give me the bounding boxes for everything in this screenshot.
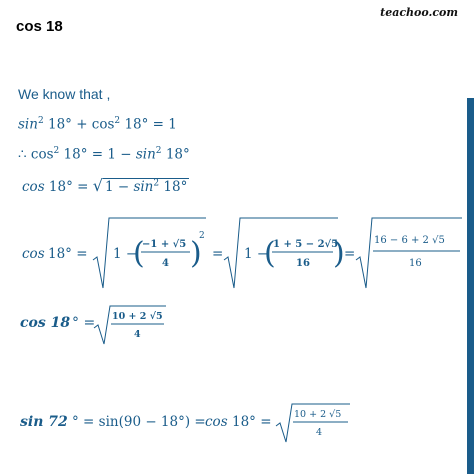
- fraction-denominator: 4: [316, 427, 323, 438]
- fraction-numerator: 1 + 5 − 2√5: [273, 239, 339, 250]
- close-paren: ): [333, 236, 345, 271]
- cos-term: cos: [22, 246, 45, 262]
- eq-text: 1 −: [244, 246, 269, 262]
- result-equation: [0, 300, 200, 346]
- eq-text: 18°: [159, 179, 188, 195]
- sin-term: sin: [18, 116, 38, 133]
- identity-equation: [18, 116, 177, 133]
- exponent: 2: [153, 178, 160, 189]
- cos-term: cos 18: [20, 315, 71, 331]
- radicand: [103, 178, 189, 195]
- eq-text: ° = sin(90 − 18°) =: [72, 414, 206, 430]
- eq-text: 18° + cos: [43, 116, 115, 133]
- eq-text: ° =: [72, 315, 96, 331]
- fraction-numerator: 10 + 2 √5: [294, 409, 342, 420]
- fraction-denominator: 16: [409, 258, 422, 269]
- sin72-equation: [0, 398, 380, 444]
- sin-term: sin 72: [20, 414, 68, 430]
- eq-text: 1 −: [104, 179, 134, 195]
- close-paren: ): [190, 236, 202, 271]
- exponent: 2: [199, 231, 205, 241]
- eq-text: 18° =: [232, 414, 272, 430]
- exponent: 2: [53, 146, 60, 156]
- intro-text: We know that ,: [18, 86, 111, 102]
- fraction-denominator: 16: [296, 258, 310, 269]
- radical-sign: [356, 218, 462, 288]
- exponent: 2: [114, 116, 121, 126]
- brand-logo: teachoo.com: [380, 6, 458, 19]
- page-title: cos 18: [16, 18, 63, 35]
- equals-sign: =: [344, 246, 356, 262]
- fraction-numerator: 10 + 2 √5: [112, 311, 163, 322]
- scrollbar[interactable]: [467, 98, 474, 474]
- eq-text: 18° = 1 −: [59, 146, 136, 163]
- fraction-denominator: 4: [162, 258, 169, 269]
- open-paren: (: [264, 236, 276, 271]
- fraction-denominator: 4: [134, 329, 141, 340]
- sin-term: sin: [133, 179, 154, 195]
- cos-term: cos: [205, 414, 228, 430]
- eq-text: 18° =: [48, 246, 88, 262]
- open-paren: (: [133, 236, 145, 271]
- equals-sign: =: [212, 246, 224, 262]
- eq-text: ∴ cos: [18, 146, 54, 163]
- radical-sign: [224, 218, 338, 288]
- eq-text: 18° =: [44, 179, 93, 195]
- eq-text: 18° = 1: [120, 116, 177, 133]
- cos-term: cos: [22, 179, 45, 195]
- exponent: 2: [37, 116, 44, 126]
- eq-text: 18°: [161, 146, 190, 163]
- radical-sign: √: [92, 176, 103, 195]
- fraction-numerator: −1 + √5: [142, 239, 187, 250]
- cos-root-equation: [22, 176, 189, 195]
- cos-squared-equation: [18, 146, 190, 163]
- eq-text: 1 −: [113, 246, 138, 262]
- expansion-equation: [0, 212, 466, 294]
- sin-term: sin: [135, 146, 156, 163]
- exponent: 2: [155, 146, 162, 156]
- fraction-numerator: 16 − 6 + 2 √5: [374, 235, 445, 246]
